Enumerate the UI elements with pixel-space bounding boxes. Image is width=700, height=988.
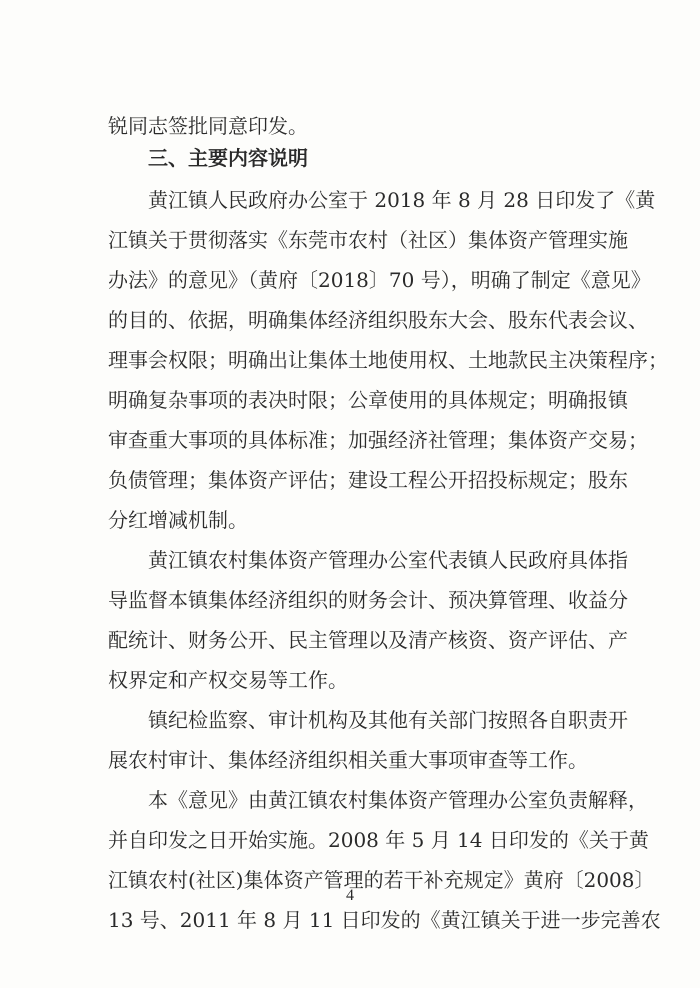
paragraph-1-line: 黄江镇人民政府办公室于 2018 年 8 月 28 日印发了《黄	[148, 188, 656, 212]
paragraph-3-line: 展农村审计、集体经济组织相关重大事项审查等工作。	[108, 748, 588, 772]
paragraph-2-line: 权界定和产权交易等工作。	[108, 668, 348, 692]
paragraph-1-line: 江镇关于贯彻落实《东莞市农村（社区）集体资产管理实施	[108, 228, 628, 252]
paragraph-1-line: 明确复杂事项的表决时限；公章使用的具体规定；明确报镇	[108, 388, 628, 412]
paragraph-1-line: 负债管理；集体资产评估；建设工程公开招投标规定；股东	[108, 468, 628, 492]
paragraph-1-line: 审查重大事项的具体标准；加强经济社管理；集体资产交易；	[108, 428, 648, 452]
paragraph-1-line: 办法》的意见》（黄府〔2018〕70 号），明确了制定《意见》	[108, 268, 651, 292]
page-number: 4	[346, 887, 354, 904]
continuation-line: 锐同志签批同意印发。	[108, 114, 308, 138]
paragraph-4-line: 江镇农村(社区)集体资产管理的若干补充规定》黄府〔2008〕	[108, 868, 655, 892]
paragraph-1-line: 理事会权限；明确出让集体土地使用权、土地款民主决策程序；	[108, 348, 668, 372]
paragraph-2-line: 导监督本镇集体经济组织的财务会计、预决算管理、收益分	[108, 588, 628, 612]
paragraph-3-line: 镇纪检监察、审计机构及其他有关部门按照各自职责开	[148, 708, 628, 732]
paragraph-2-line: 黄江镇农村集体资产管理办公室代表镇人民政府具体指	[148, 548, 628, 572]
paragraph-1-line: 分红增减机制。	[108, 508, 248, 532]
paragraph-4-line: 本《意见》由黄江镇农村集体资产管理办公室负责解释，	[148, 788, 648, 812]
paragraph-4-line: 并自印发之日开始实施。2008 年 5 月 14 日印发的《关于黄	[108, 828, 649, 852]
section-heading: 三、主要内容说明	[148, 146, 308, 170]
paragraph-4-line: 13 号、2011 年 8 月 11 日印发的《黄江镇关于进一步完善农	[108, 908, 661, 932]
paragraph-1-line: 的目的、依据，明确集体经济组织股东大会、股东代表会议、	[108, 308, 648, 332]
paragraph-2-line: 配统计、财务公开、民主管理以及清产核资、资产评估、产	[108, 628, 628, 652]
